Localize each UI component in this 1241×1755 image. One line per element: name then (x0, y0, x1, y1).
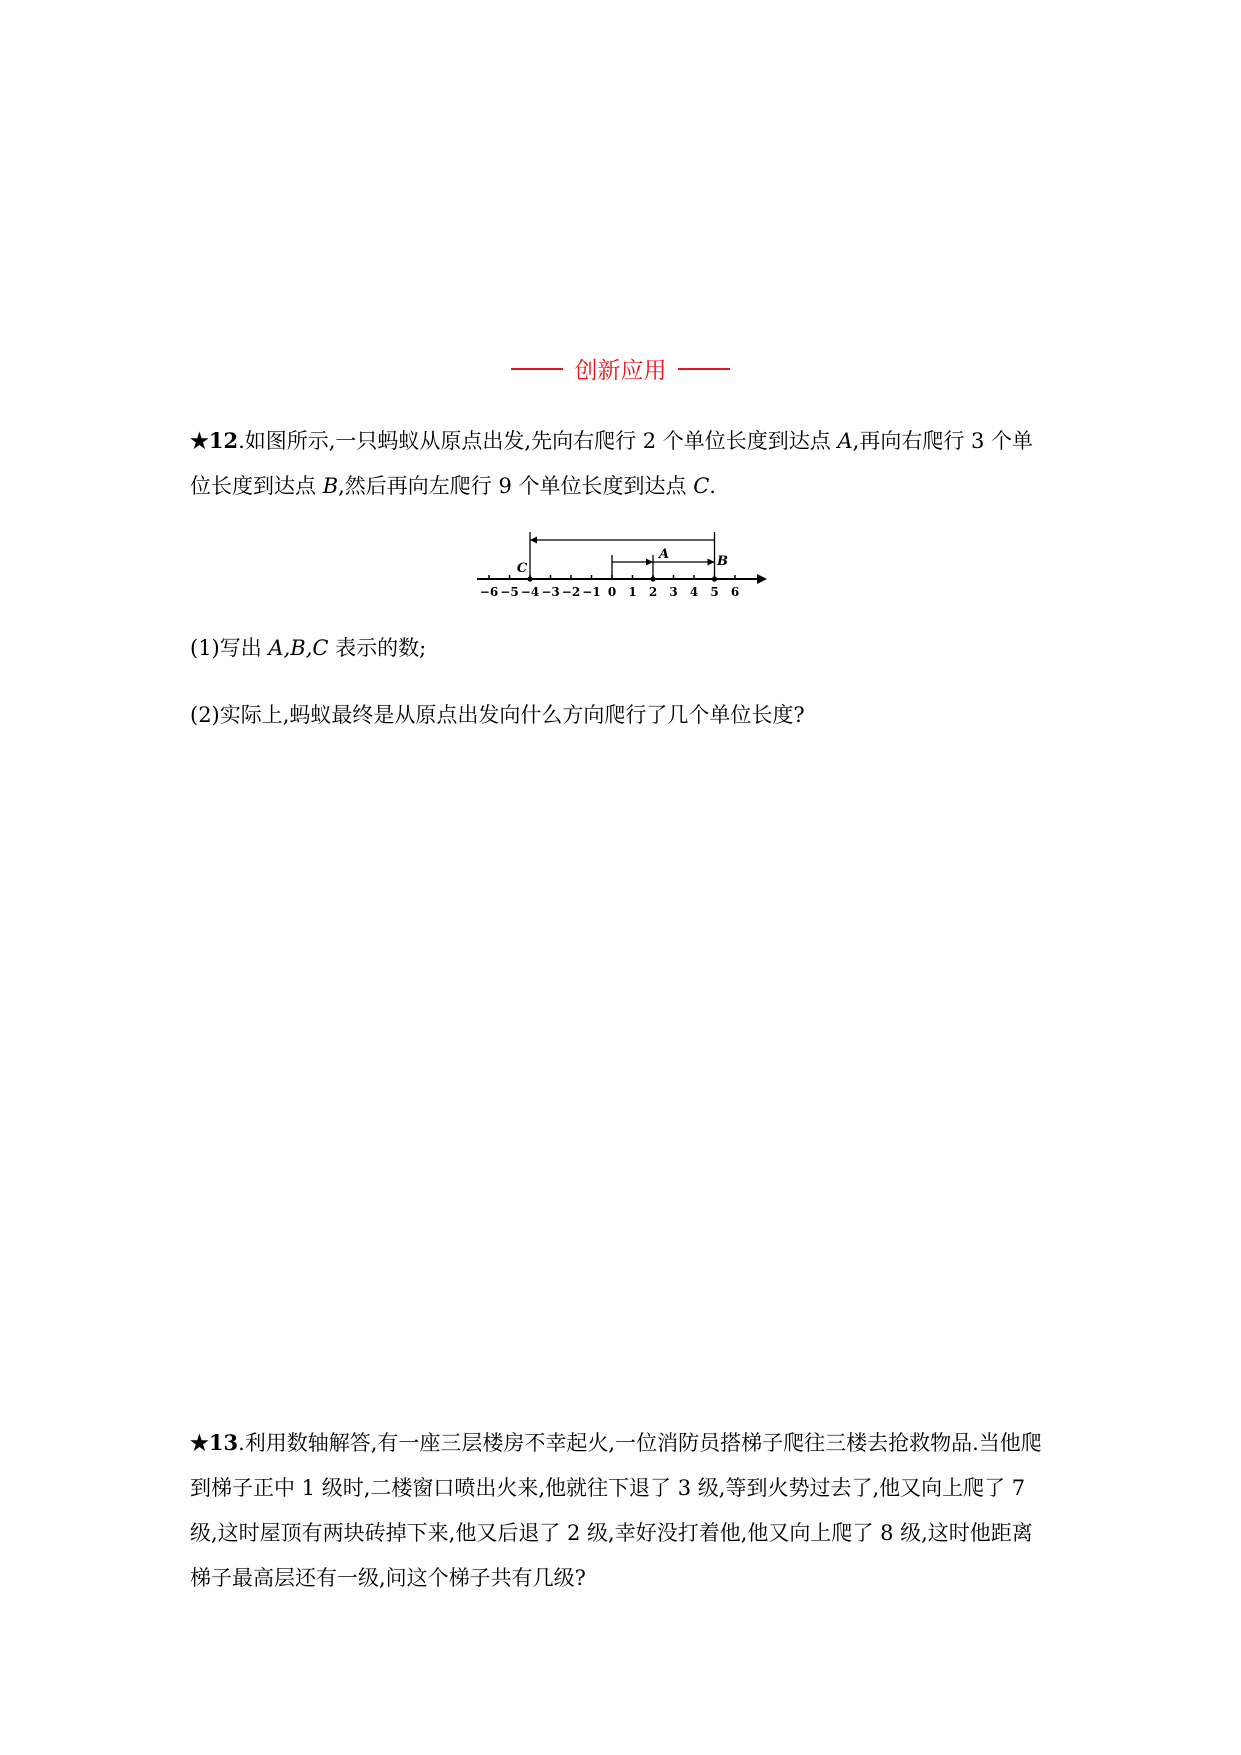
tick-label: 2 (648, 585, 658, 599)
heading-rule-left (511, 368, 563, 370)
section-title: 创新应用 (574, 358, 667, 384)
point-label: A (658, 547, 670, 562)
number-line (475, 528, 775, 606)
axis-arrow-icon (757, 574, 767, 584)
tick-label: −3 (541, 585, 560, 599)
point-a-label: A (837, 429, 853, 453)
tick-label: 5 (710, 585, 719, 599)
question-2: (2)实际上,蚂蚁最终是从原点出发向什么方向爬行了几个单位长度? (190, 703, 805, 727)
problem-12-text (190, 418, 1050, 509)
problem-12-part: ,再向右爬行 3 个单位长度到达点 (190, 429, 1034, 498)
question-1-text: (1)写出 (190, 636, 269, 660)
question-1-text: 表示的数; (328, 636, 427, 660)
tick-label: 3 (669, 585, 678, 599)
tick-label: 1 (628, 585, 637, 599)
heading-rule-right (678, 368, 730, 370)
tick-label: −2 (561, 585, 581, 599)
question-1-vars: A,B,C (268, 636, 329, 660)
problem-13-body: .利用数轴解答,有一座三层楼房不幸起火,一位消防员搭梯子爬往三楼去抢救物品.当他爬到梯子正中 1 级时,二楼窗口喷出火来,他就往下退了 3 级,等到火势过去了,他又向上爬了 7 级,这时屋顶有两块砖掉下来,他又后退了 2 级,幸好没打着他,他又向上爬了 8 级,这时他距离梯子最高层还有一级,问这个梯子共有几级? (190, 1431, 1042, 1590)
move-2-arrow-icon (708, 559, 715, 566)
problem-12-part: . (709, 474, 716, 498)
tick-label: 0 (607, 585, 617, 599)
tick-label: −1 (582, 585, 601, 599)
tick-label: −5 (500, 585, 519, 599)
problem-12-part: ,然后再向左爬行 9 个单位长度到达点 (338, 474, 694, 498)
problem-number: 12 (208, 428, 239, 453)
move-1-arrow-icon (646, 559, 653, 566)
problem-13-text (190, 1420, 1050, 1601)
tick-label: −4 (520, 585, 540, 599)
star-icon: ★ (190, 428, 209, 453)
star-icon: ★ (190, 1430, 209, 1455)
number-line-figure (475, 528, 775, 606)
point-b-label: B (322, 474, 339, 498)
point-label: B (717, 554, 728, 569)
section-heading (0, 352, 1241, 385)
tick-label: 6 (730, 585, 740, 599)
point-c-label: C (693, 474, 710, 498)
problem-12-part: .如图所示,一只蚂蚁从原点出发,先向右爬行 2 个单位长度到达点 (238, 429, 838, 453)
problem-number: 13 (208, 1430, 239, 1455)
point-label: C (516, 561, 528, 576)
move-3-arrow-icon (530, 537, 537, 544)
tick-label: −6 (479, 585, 499, 599)
question-1 (190, 626, 1050, 671)
tick-label: 4 (689, 585, 699, 599)
